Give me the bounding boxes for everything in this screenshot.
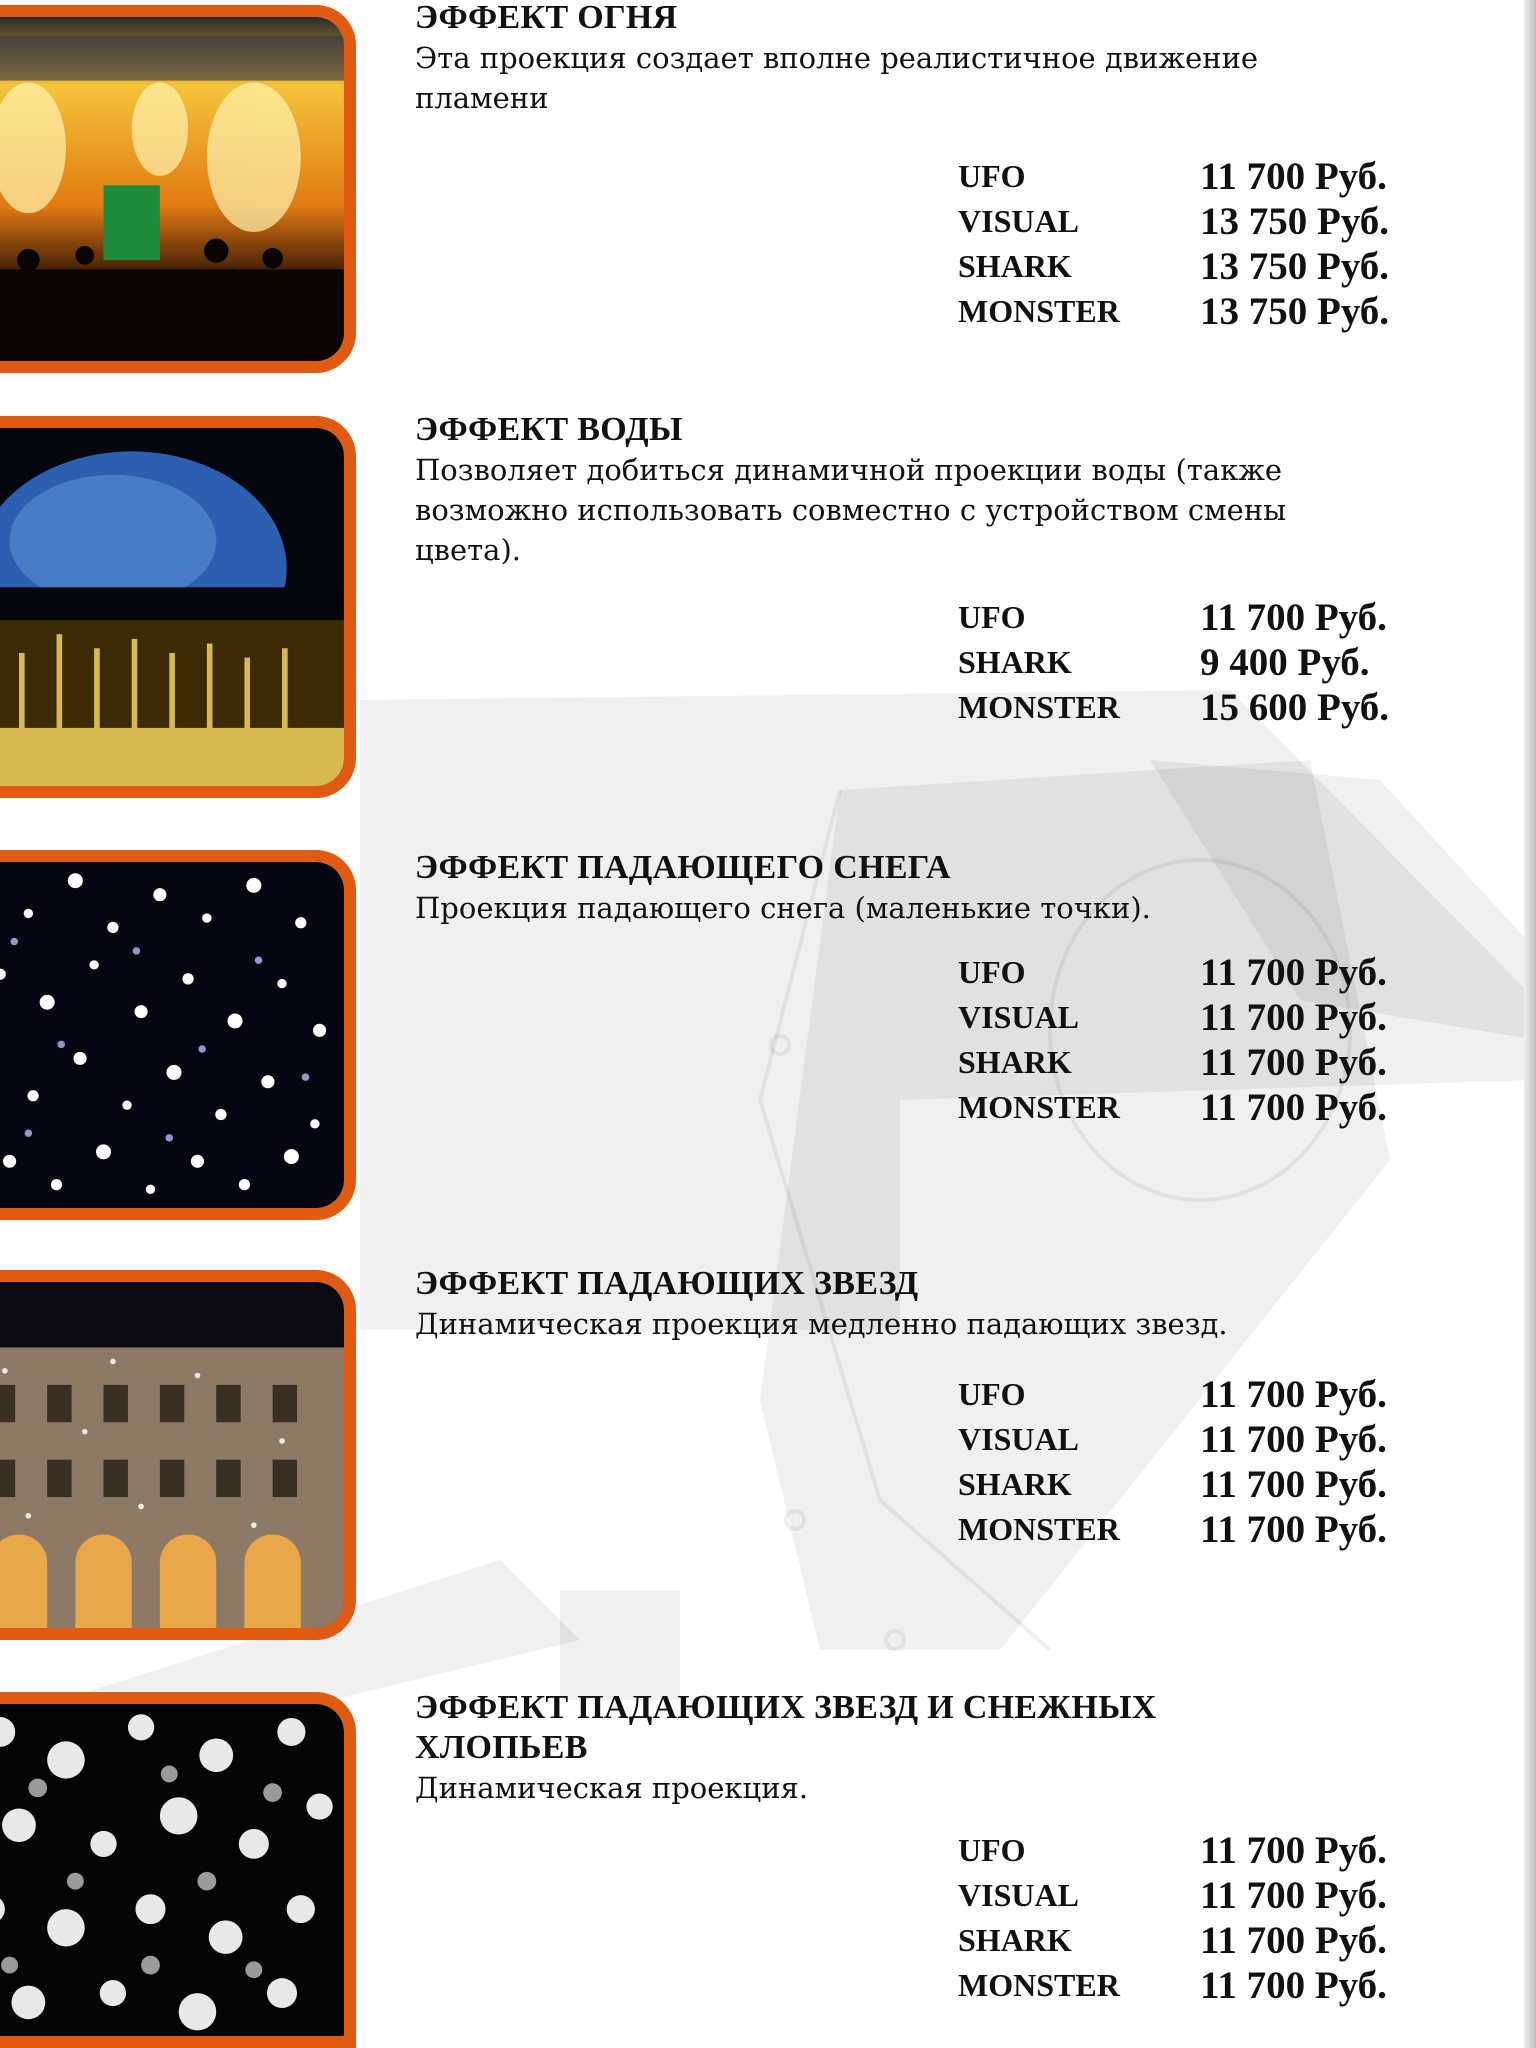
price-row: [958, 1963, 1398, 2008]
price-value: 9 400 Руб.: [1200, 641, 1370, 684]
section-description-line: Динамическая проекция.: [415, 1771, 809, 1805]
water-effect-photo: [0, 416, 356, 798]
price-value: 11 700 Руб.: [1200, 1373, 1387, 1416]
price-value: 13 750 Руб.: [1200, 200, 1390, 243]
model-name: MONSTER: [958, 1511, 1120, 1547]
price-list: [958, 154, 1398, 334]
price-list: [958, 1372, 1398, 1552]
price-row: [958, 1372, 1398, 1417]
snow-effect-photo: [0, 850, 356, 1220]
model-name: VISUAL: [958, 999, 1079, 1035]
model-name: SHARK: [958, 644, 1072, 680]
model-name: VISUAL: [958, 1877, 1079, 1913]
model-name: UFO: [958, 1376, 1026, 1412]
model-name: UFO: [958, 599, 1026, 635]
stars-effect-photo: [0, 1270, 356, 1640]
price-value: 11 700 Руб.: [1200, 1508, 1387, 1551]
price-value: 11 700 Руб.: [1200, 596, 1387, 639]
section-description-line: возможно использовать совместно с устройством смены: [415, 493, 1287, 527]
model-name: MONSTER: [958, 689, 1120, 725]
price-row: [958, 244, 1398, 289]
model-name: SHARK: [958, 1466, 1072, 1502]
model-name: MONSTER: [958, 293, 1120, 329]
price-row: [958, 1040, 1398, 1085]
price-row: [958, 1873, 1398, 1918]
price-row: [958, 950, 1398, 995]
model-name: UFO: [958, 158, 1026, 194]
section-title-line: ХЛОПЬЕВ: [415, 1729, 588, 1766]
price-list: [958, 595, 1398, 730]
section-title: ЭФФЕКТ ОГНЯ: [415, 0, 678, 36]
model-name: VISUAL: [958, 1421, 1079, 1457]
price-value: 11 700 Руб.: [1200, 1919, 1387, 1962]
price-value: 13 750 Руб.: [1200, 245, 1390, 288]
model-name: UFO: [958, 954, 1026, 990]
price-row: [958, 1417, 1398, 1462]
price-row: [958, 289, 1398, 334]
model-name: MONSTER: [958, 1089, 1120, 1125]
section-title: ЭФФЕКТ ПАДАЮЩИХ ЗВЕЗД: [415, 1265, 919, 1302]
price-value: 11 700 Руб.: [1200, 951, 1387, 994]
snowflakes-effect-photo: [0, 1692, 356, 2048]
model-name: VISUAL: [958, 203, 1079, 239]
price-row: [958, 1085, 1398, 1130]
price-value: 11 700 Руб.: [1200, 155, 1387, 198]
right-edge-bar: [1524, 0, 1536, 2048]
price-row: [958, 595, 1398, 640]
model-name: SHARK: [958, 1044, 1072, 1080]
price-value: 11 700 Руб.: [1200, 1874, 1387, 1917]
section-title-line: ЭФФЕКТ ПАДАЮЩИХ ЗВЕЗД И СНЕЖНЫХ: [415, 1689, 1157, 1726]
price-value: 13 750 Руб.: [1200, 290, 1390, 333]
price-value: 11 700 Руб.: [1200, 1463, 1387, 1506]
price-row: [958, 1507, 1398, 1552]
price-row: [958, 1828, 1398, 1873]
section-description-line: Динамическая проекция медленно падающих звезд.: [415, 1307, 1228, 1341]
price-row: [958, 1918, 1398, 1963]
price-list: [958, 950, 1398, 1130]
fire-effect-photo: [0, 5, 356, 373]
price-value: 11 700 Руб.: [1200, 1418, 1387, 1461]
price-value: 11 700 Руб.: [1200, 1829, 1387, 1872]
price-row: [958, 154, 1398, 199]
price-row: [958, 640, 1398, 685]
model-name: SHARK: [958, 1922, 1072, 1958]
section-description-line: Эта проекция создает вполне реалистичное движение: [415, 41, 1259, 75]
section-title: ЭФФЕКТ ПАДАЮЩЕГО СНЕГА: [415, 849, 951, 886]
section-description-line: Проекция падающего снега (маленькие точки).: [415, 891, 1151, 925]
price-value: 11 700 Руб.: [1200, 996, 1387, 1039]
section-title: ЭФФЕКТ ВОДЫ: [415, 411, 683, 448]
section-description-line: цвета).: [415, 533, 522, 567]
section-description-line: Позволяет добиться динамичной проекции воды (также: [415, 453, 1283, 487]
price-value: 11 700 Руб.: [1200, 1086, 1387, 1129]
price-value: 11 700 Руб.: [1200, 1041, 1387, 1084]
section-description-line: пламени: [415, 81, 549, 115]
model-name: SHARK: [958, 248, 1072, 284]
price-row: [958, 995, 1398, 1040]
price-row: [958, 1462, 1398, 1507]
price-row: [958, 199, 1398, 244]
price-list: [958, 1828, 1398, 2008]
model-name: MONSTER: [958, 1967, 1120, 2003]
price-row: [958, 685, 1398, 730]
price-value: 11 700 Руб.: [1200, 1964, 1387, 2007]
price-value: 15 600 Руб.: [1200, 686, 1390, 729]
model-name: UFO: [958, 1832, 1026, 1868]
